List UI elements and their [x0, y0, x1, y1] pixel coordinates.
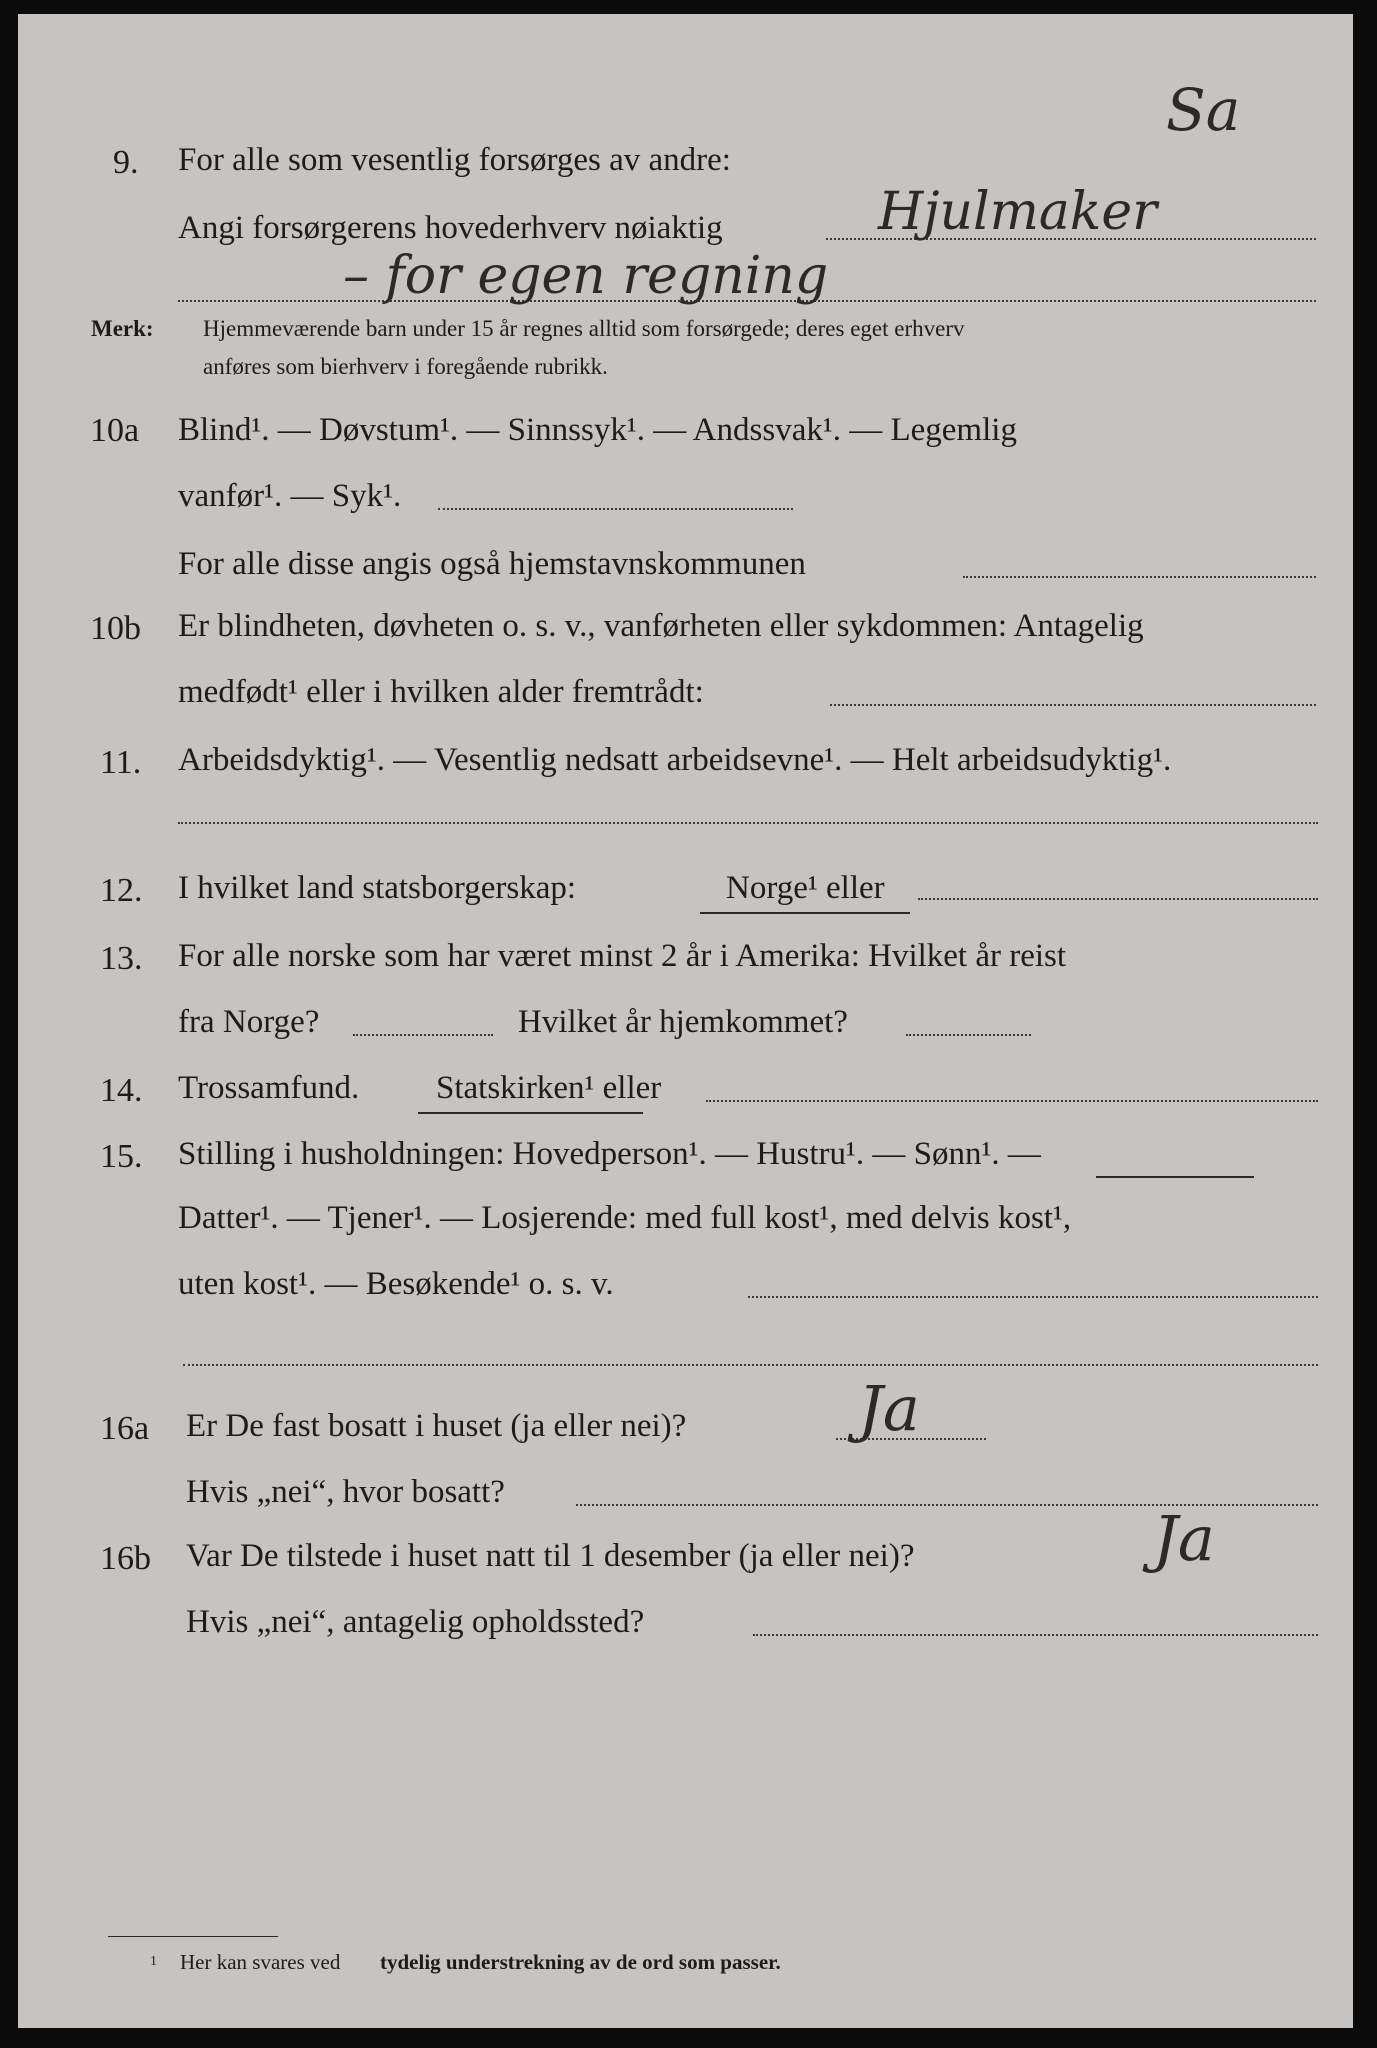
footnote-rule: [108, 1936, 278, 1937]
question-9-answer1: Hjulmaker: [878, 182, 1158, 242]
merk-line1: Hjemmeværende barn under 15 år regnes alltid som forsørgede; deres eget erhverv: [203, 316, 965, 341]
question-15-line1: Stilling i husholdningen: Hovedperson¹. — Hustru¹. — Sønn¹. —: [178, 1136, 1041, 1172]
question-16b-line1: Var De tilstede i huset natt til 1 desember (ja eller nei)?: [186, 1538, 915, 1574]
question-10a-line3: For alle disse angis også hjemstavnskommunen: [178, 546, 806, 582]
answer-line-10a-2: [963, 576, 1316, 578]
question-9-line2: Angi forsørgerens hovederhverv nøiaktig: [178, 210, 723, 246]
question-10b-number: 10b: [90, 610, 141, 647]
question-11-line1: Arbeidsdyktig¹. — Vesentlig nedsatt arbeidsevne¹. — Helt arbeidsudyktig¹.: [178, 742, 1172, 778]
answer-line-13b: [906, 1034, 1031, 1036]
question-10b-line2: medfødt¹ eller i hvilken alder fremtrådt:: [178, 674, 704, 710]
footnote-text-b: tydelig understrekning av de ord som passer.: [380, 1950, 781, 1974]
question-14-line1b: Statskirken¹ eller: [436, 1070, 662, 1106]
question-12-line1: I hvilket land statsborgerskap:: [178, 870, 577, 906]
question-16b-line2: Hvis „nei“, antagelig opholdssted?: [186, 1604, 645, 1640]
answer-line-14: [706, 1100, 1318, 1102]
question-15-line3: uten kost¹. — Besøkende¹ o. s. v.: [178, 1266, 614, 1302]
question-16b-answer: Ja: [1153, 1502, 1215, 1575]
footnote-text-a: Her kan svares ved: [180, 1950, 341, 1974]
question-13-line1: For alle norske som har været minst 2 år i Amerika: Hvilket år reist: [178, 938, 1067, 974]
question-12-line1b: Norge¹ eller: [726, 870, 885, 906]
question-10b-line1: Er blindheten, døvheten o. s. v., vanførheten eller sykdommen: Antagelig: [178, 608, 1144, 644]
answer-line-13a: [353, 1034, 493, 1036]
question-11-number: 11.: [100, 744, 142, 781]
question-13-line2a: fra Norge?: [178, 1004, 320, 1040]
question-14-number: 14.: [100, 1072, 143, 1109]
question-9-number: 9.: [113, 144, 139, 181]
question-16b-number: 16b: [100, 1540, 151, 1577]
answer-line-15b: [183, 1364, 1318, 1366]
question-15-number: 15.: [100, 1138, 143, 1175]
merk-line2: anføres som bierhverv i foregående rubrikk.: [203, 354, 608, 379]
merk-label: Merk:: [91, 316, 154, 341]
answer-line-10b: [830, 704, 1316, 706]
census-form-page: [18, 14, 1353, 2028]
question-10a-number: 10a: [90, 412, 140, 449]
answer-line-11: [178, 822, 1318, 824]
question-10a-line1: Blind¹. — Døvstum¹. — Sinnssyk¹. — Andssvak¹. — Legemlig: [178, 412, 1017, 448]
question-9-answer2: – for egen regning: [343, 246, 829, 306]
question-10a-line2: vanfør¹. — Syk¹.: [178, 478, 402, 514]
question-12-number: 12.: [100, 872, 143, 909]
question-16a-line1: Er De fast bosatt i huset (ja eller nei)?: [186, 1408, 687, 1444]
question-16a-line2: Hvis „nei“, hvor bosatt?: [186, 1474, 505, 1510]
answer-line-10a-1: [438, 508, 793, 510]
answer-line-12: [918, 898, 1318, 900]
answer-line-16b: [753, 1634, 1318, 1636]
underline-sonn: [1096, 1176, 1254, 1178]
corner-handwritten-note: Sa: [1166, 76, 1241, 144]
question-15-line2: Datter¹. — Tjener¹. — Losjerende: med full kost¹, med delvis kost¹,: [178, 1200, 1072, 1236]
question-13-line2b: Hvilket år hjemkommet?: [518, 1004, 848, 1040]
footnote-mark: 1: [150, 1954, 157, 1969]
question-14-line1a: Trossamfund.: [178, 1070, 360, 1106]
underline-norge: [700, 912, 910, 914]
underline-statskirken: [418, 1112, 643, 1114]
question-16a-number: 16a: [100, 1410, 150, 1447]
answer-line-15a: [748, 1296, 1318, 1298]
question-13-number: 13.: [100, 940, 143, 977]
question-16a-answer: Ja: [858, 1372, 920, 1445]
question-9-line1: For alle som vesentlig forsørges av andre:: [178, 142, 731, 178]
